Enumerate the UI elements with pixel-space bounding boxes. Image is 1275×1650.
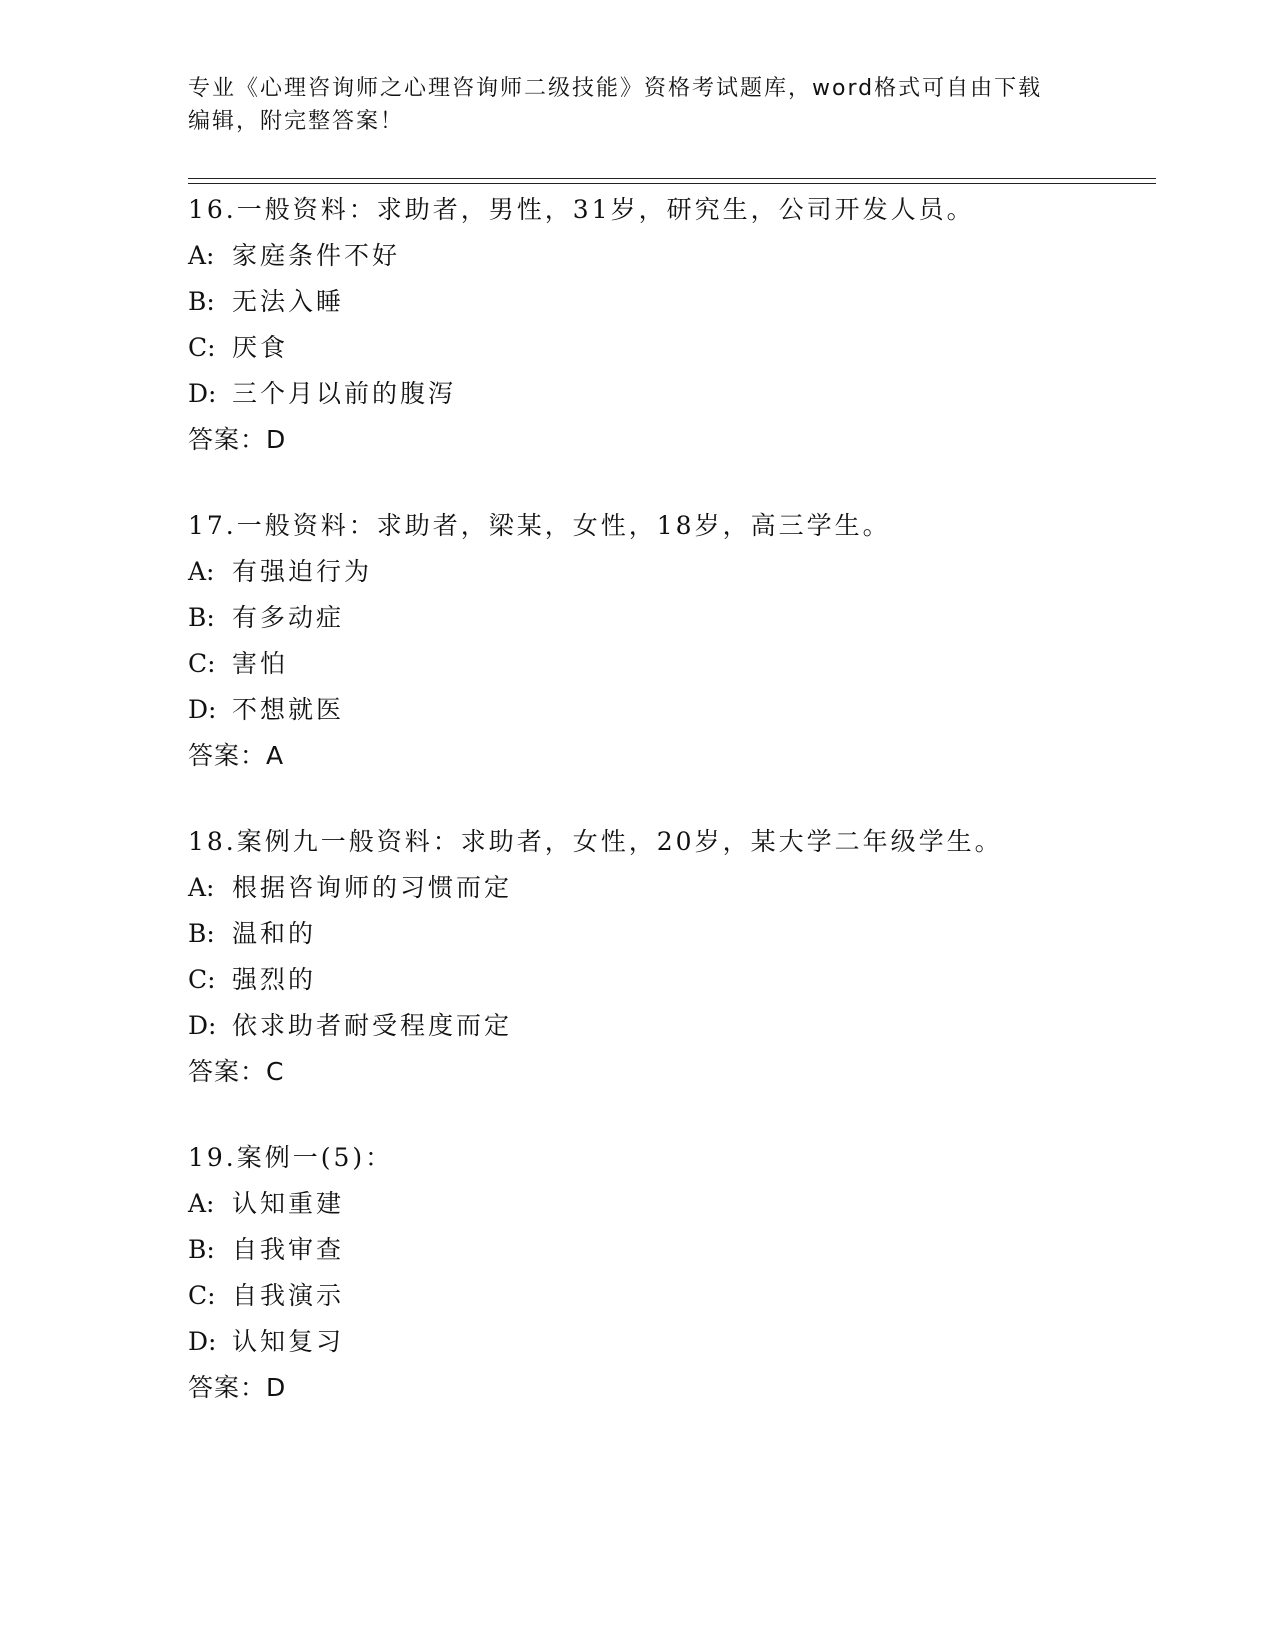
question-stem: 19.案例一(5)：: [188, 1143, 394, 1172]
option-c: [188, 1273, 1148, 1319]
document-header: [188, 72, 1088, 138]
question-16: [188, 187, 1148, 463]
header-line-1: 专业《心理咨询师之心理咨询师二级技能》资格考试题库，word格式可自由下载: [188, 76, 1043, 101]
option-text: 自我审查: [232, 1235, 345, 1264]
answer-line: 答案：D: [188, 425, 287, 454]
answer-line: 答案：C: [188, 1057, 285, 1086]
question-18: [188, 819, 1148, 1095]
option-text: 认知复习: [232, 1327, 345, 1356]
option-b: [188, 595, 1148, 641]
header-divider-top: [188, 178, 1156, 179]
option-b: [188, 911, 1148, 957]
option-a: [188, 865, 1148, 911]
option-letter: A:: [188, 1189, 215, 1218]
answer-line: 答案：A: [188, 741, 285, 770]
option-a: [188, 233, 1148, 279]
option-text: 自我演示: [232, 1281, 345, 1310]
option-letter: C:: [188, 965, 216, 994]
question-stem: 16.一般资料：求助者，男性，31岁，研究生，公司开发人员。: [188, 195, 975, 224]
answer-line: 答案：D: [188, 1373, 287, 1402]
option-text: 有多动症: [232, 603, 345, 632]
option-letter: C:: [188, 649, 216, 678]
option-letter: A:: [188, 873, 215, 902]
option-text: 认知重建: [232, 1189, 345, 1218]
option-text: 强烈的: [232, 965, 317, 994]
option-d: [188, 1319, 1148, 1365]
option-text: 家庭条件不好: [232, 241, 401, 270]
question-stem: 17.一般资料：求助者，梁某，女性，18岁，高三学生。: [188, 511, 891, 540]
header-divider-bottom: [188, 183, 1156, 184]
question-stem: 18.案例九一般资料：求助者，女性，20岁，某大学二年级学生。: [188, 827, 1003, 856]
option-a: [188, 549, 1148, 595]
option-letter: D:: [188, 379, 217, 408]
option-letter: A:: [188, 557, 215, 586]
option-text: 无法入睡: [232, 287, 345, 316]
option-d: [188, 1003, 1148, 1049]
option-c: [188, 325, 1148, 371]
option-letter: A:: [188, 241, 215, 270]
option-text: 厌食: [232, 333, 289, 362]
option-letter: B:: [188, 603, 215, 632]
option-text: 依求助者耐受程度而定: [232, 1011, 513, 1040]
option-letter: B:: [188, 919, 215, 948]
option-letter: D:: [188, 695, 217, 724]
option-letter: B:: [188, 287, 215, 316]
option-d: [188, 687, 1148, 733]
option-letter: C:: [188, 333, 216, 362]
option-b: [188, 1227, 1148, 1273]
question-19: [188, 1135, 1148, 1411]
option-b: [188, 279, 1148, 325]
option-text: 不想就医: [232, 695, 345, 724]
option-text: 根据咨询师的习惯而定: [232, 873, 513, 902]
question-17: [188, 503, 1148, 779]
option-text: 温和的: [232, 919, 317, 948]
option-c: [188, 641, 1148, 687]
option-d: [188, 371, 1148, 417]
option-text: 有强迫行为: [232, 557, 373, 586]
option-letter: B:: [188, 1235, 215, 1264]
option-text: 三个月以前的腹泻: [232, 379, 457, 408]
option-letter: C:: [188, 1281, 216, 1310]
option-c: [188, 957, 1148, 1003]
option-text: 害怕: [232, 649, 289, 678]
option-a: [188, 1181, 1148, 1227]
option-letter: D:: [188, 1327, 217, 1356]
header-line-2: 编辑，附完整答案！: [188, 109, 405, 134]
option-letter: D:: [188, 1011, 217, 1040]
